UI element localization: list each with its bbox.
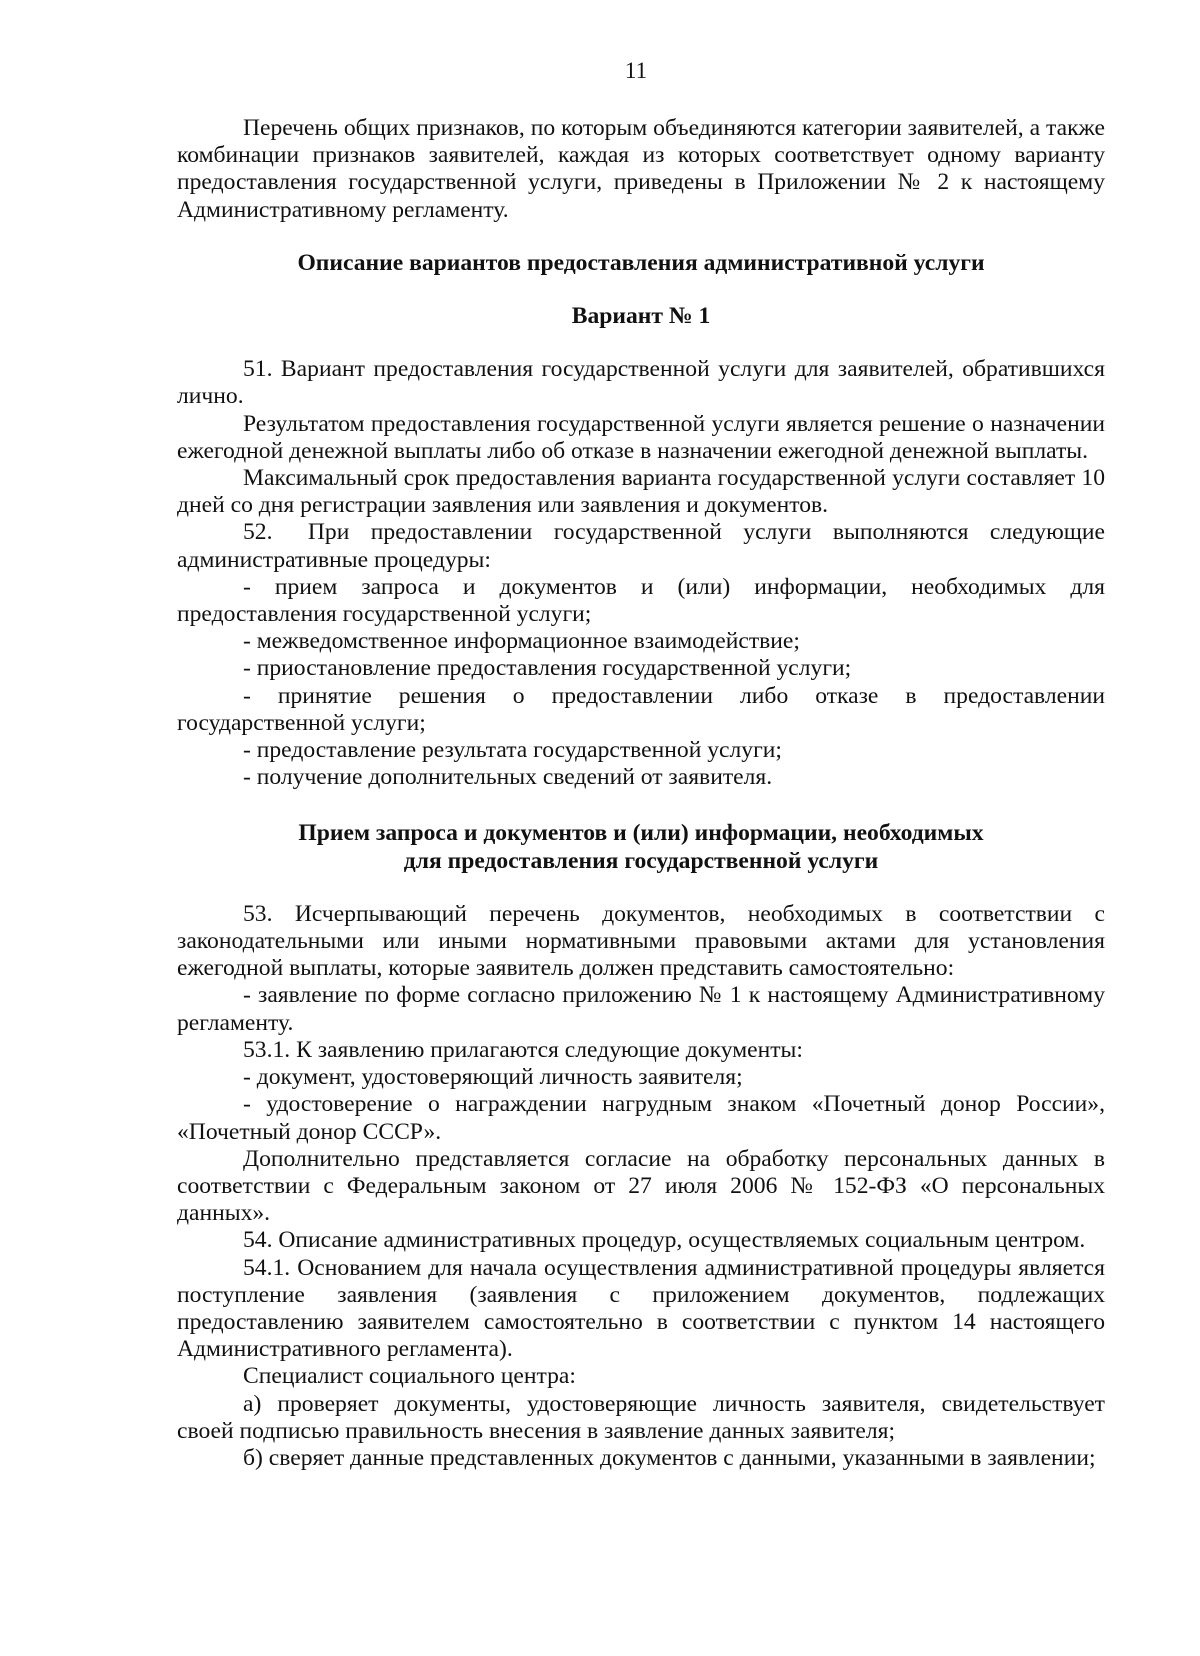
list-item: - прием запроса и документов и (или) информации, необходимых для предоставления государственной услуги; — [177, 573, 1105, 628]
document-body — [177, 115, 1105, 1472]
heading-variants: Описание вариантов предоставления административной услуги — [297, 249, 985, 276]
intro-paragraph: Перечень общих признаков, по которым объединяются категории заявителей, а также комбинации признаков заявителей, каждая из которых соответствует одному варианту предоставления государственной услуги, приведены в Приложении № 2 к настоящему Административному регламенту. — [177, 115, 1105, 223]
paragraph-54-1: 54.1. Основанием для начала осуществления административной процедуры является поступление заявления (заявления с приложением документов, подлежащих предоставлению заявителем самостоятельно в соответствии с пунктом 14 настоящего Административного регламента). — [177, 1254, 1105, 1363]
paragraph-53-1: 53.1. К заявлению прилагаются следующие документы: — [243, 1036, 803, 1063]
heading-reception-line-1: Прием запроса и документов и (или) информации, необходимых — [298, 820, 984, 847]
list-item: - предоставление результата государственной услуги; — [243, 737, 782, 764]
paragraph-54-a: а) проверяет документы, удостоверяющие личность заявителя, свидетельствует своей подписью правильность внесения в заявление данных заявителя; — [177, 1390, 1105, 1444]
list-item: - приостановление предоставления государственной услуги; — [243, 655, 852, 682]
heading-reception-line-2: для предоставления государственной услуги — [403, 847, 879, 874]
list-item: - удостоверение о награждении нагрудным знаком «Почетный донор России», «Почетный донор СССР». — [177, 1091, 1105, 1145]
paragraph-51: 51. Вариант предоставления государственной услуги для заявителей, обратившихся лично. — [177, 356, 1105, 410]
paragraph-51-result: Результатом предоставления государственной услуги является решение о назначении ежегодной денежной выплаты либо об отказе в назначении ежегодной денежной выплаты. — [177, 410, 1105, 464]
list-item: - принятие решения о предоставлении либо отказе в предоставлении государственной услуги; — [177, 682, 1105, 736]
heading-variant-1: Вариант № 1 — [571, 303, 711, 330]
heading-reception — [177, 820, 1105, 874]
paragraph-53: 53. Исчерпывающий перечень документов, необходимых в соответствии с законодательными или иными нормативными правовыми актами для установления ежегодной выплаты, которые заявитель должен представить самостоятельно: — [177, 900, 1105, 982]
paragraph-51-term: Максимальный срок предоставления варианта государственной услуги составляет 10 дней со дня регистрации заявления или заявления и документов. — [177, 465, 1105, 519]
paragraph-52: 52. При предоставлении государственной услуги выполняются следующие административные процедуры: — [177, 519, 1105, 573]
paragraph-54-specialist: Специалист социального центра: — [243, 1363, 576, 1390]
paragraph-54-b: б) сверяет данные представленных документов с данными, указанными в заявлении; — [243, 1444, 1096, 1471]
list-item: - документ, удостоверяющий личность заявителя; — [243, 1064, 743, 1091]
list-item: - заявление по форме согласно приложению № 1 к настоящему Административному регламенту. — [177, 982, 1105, 1036]
page-number: 11 — [624, 58, 648, 83]
paragraph-53-consent: Дополнительно представляется согласие на обработку персональных данных в соответствии с Федеральным законом от 27 июля 2006 № 152-ФЗ «О персональных данных». — [177, 1145, 1105, 1227]
paragraph-54: 54. Описание административных процедур, осуществляемых социальным центром. — [243, 1227, 1086, 1254]
list-item: - межведомственное информационное взаимодействие; — [243, 628, 800, 655]
list-item: - получение дополнительных сведений от заявителя. — [243, 764, 773, 791]
